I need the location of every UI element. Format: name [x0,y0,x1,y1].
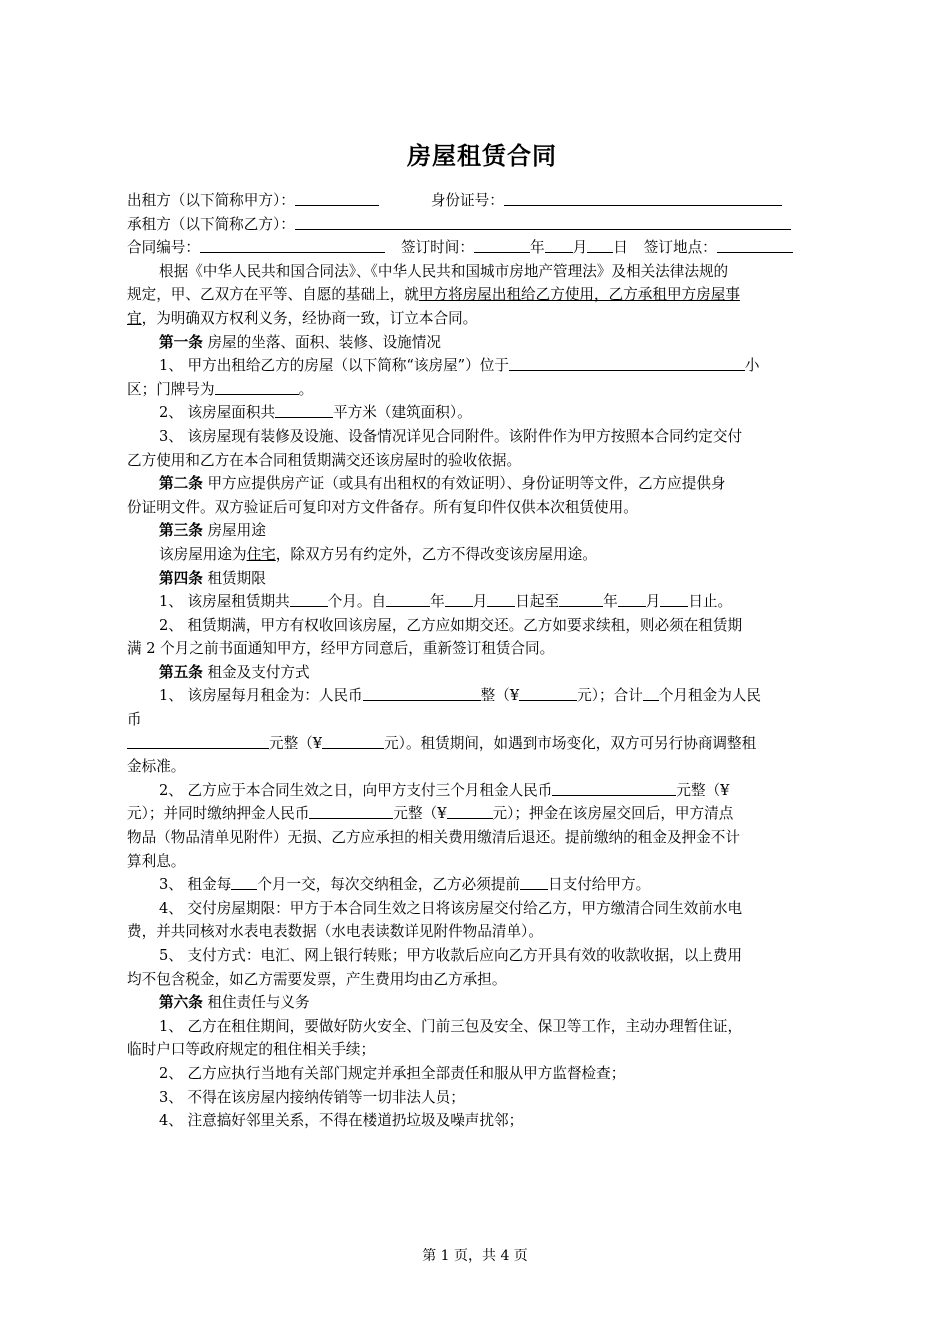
item-text: 日支付给甲方。 [548,876,651,894]
article-3-line-1 [127,543,837,567]
monthly-rent-words-blank[interactable] [363,685,481,701]
start-year-blank[interactable] [386,591,430,607]
preamble-line-1: 根据《中华人民共和国合同法》、《中华人民共和国城市房地产管理法》及相关法律法规的 [159,262,729,280]
contract-meta-line [127,236,837,260]
article-number: 第一条 [159,333,203,351]
article-2-line-1 [127,472,837,496]
article-number: 第六条 [159,994,203,1012]
article-6-heading [127,991,837,1015]
item-text: 元）；押金在该房屋交回后，甲方清点 [492,805,734,823]
end-day-blank[interactable] [660,591,688,607]
item-text: 小 [744,357,760,375]
item-text: 1、 该房屋租赁期共 [159,593,290,611]
item-text: 2、 乙方应于本合同生效之日，向甲方支付三个月租金人民币 [159,781,553,799]
article-title: 租赁期限 [207,569,266,587]
id-label: 身份证号： [430,192,504,209]
article-5-item-2 [127,779,837,803]
location-blank[interactable] [509,355,745,371]
sign-time-label: 签订时间： [400,239,474,257]
article-4-heading [127,567,837,591]
item-text: 1、 该房屋每月租金为：人民币 [159,687,363,705]
area-blank[interactable] [275,402,333,418]
sign-place-blank[interactable] [717,237,793,253]
article-5-item-3 [127,873,837,897]
item-text: 元整（¥ [676,781,730,799]
article-6-item-1-cont: 临时户口等政府规定的租住相关手续； [127,1041,376,1059]
item-text: 平方米（建筑面积）。 [333,404,472,422]
article-5-heading [127,661,837,685]
item-text: 元）；合计 [577,687,643,705]
item-text: 个月租金为人民 [658,687,761,705]
advance-rent-blank[interactable] [552,780,676,796]
article-5-item-1 [127,684,837,708]
item-text: 个月。自 [327,593,387,611]
item-text: 元）。租赁期间，如遇到市场变化，双方可另行协商调整租 [384,734,757,752]
advance-days-blank[interactable] [520,874,548,890]
article-number: 第四条 [159,569,203,587]
article-4-item-2-cont: 满 2 个月之前书面通知甲方，经甲方同意后，重新签订租赁合同。 [127,640,555,658]
door-number-blank[interactable] [215,379,299,395]
article-6-item-4: 4、 注意搞好邻里关系，不得在楼道扔垃圾及噪声扰邻； [159,1112,524,1130]
article-5-item-4-cont: 费，并共同核对水表电表数据（水电表读数详见附件物品清单）。 [127,923,543,941]
item-text: 区；门牌号为 [127,380,215,398]
item-text: 2、 该房屋面积共 [159,404,276,422]
item-text: 月 [472,593,488,611]
preamble-underlined-end: 宜 [127,309,142,327]
deposit-number-blank[interactable] [447,803,493,819]
start-month-blank[interactable] [445,591,473,607]
article-5-item-2-cont-2: 物品（物品清单见附件）无损、乙方应承担的相关费用缴清后退还。提前缴纳的租金及押金不计 [127,829,740,847]
preamble-text: 规定，甲、乙双方在平等、自愿的基础上，就 [127,286,419,304]
lessor-line [127,189,837,213]
lessee-name-blank[interactable] [295,214,791,230]
article-6-item-1: 1、 乙方在租住期间，要做好防火安全、门前三包及安全、保卫等工作，主动办理暂住证， [159,1017,743,1035]
item-text: 月 [645,593,661,611]
article-number: 第二条 [159,475,203,493]
article-text: 甲方应提供房产证（或具有出租权的有效证明）、身份证明等文件，乙方应提供身 [207,475,726,493]
contract-no-blank[interactable] [200,237,385,253]
item-text: 日起至 [515,593,560,611]
article-1-item-1-cont [127,378,837,402]
article-4-item-1 [127,590,837,614]
item-text: 元整（¥ [269,734,323,752]
article-5-item-5: 5、 支付方式：电汇、网上银行转账；甲方收款后应向乙方开具有效的收款收据，以上费用 [159,947,743,964]
contract-no-label: 合同编号： [127,239,200,257]
preamble-line-3 [127,307,837,331]
article-1-heading [127,331,837,355]
article-text: ，除双方另有约定外，乙方不得改变该房屋用途。 [275,545,597,563]
preamble-text-end: ，为明确双方权利义务，经协商一致，订立本合同。 [141,309,478,327]
item-text: 1、 甲方出租给乙方的房屋（以下简称“该房屋”）位于 [159,357,509,375]
year-label: 年 [529,239,545,257]
article-1-item-2 [127,401,837,425]
article-5-item-4: 4、 交付房屋期限：甲方于本合同生效之日将该房屋交付给乙方，甲方缴清合同生效前水电 [159,899,743,917]
deposit-words-blank[interactable] [309,803,393,819]
article-5-item-2-cont-3: 算利息。 [127,852,186,870]
article-title: 房屋的坐落、面积、装修、设施情况 [207,333,441,351]
article-title: 租住责任与义务 [207,994,310,1012]
day-label: 日 [613,239,628,257]
article-number: 第五条 [159,663,203,681]
article-5-item-5-cont: 均不包含税金，如乙方需要发票，产生费用均由乙方承担。 [127,970,507,988]
page-number-footer: 第 1 页，共 4 页 [422,1248,528,1264]
pay-interval-blank[interactable] [231,874,257,890]
item-text: 年 [430,593,445,611]
article-1-item-3-cont: 乙方使用和乙方在本合同租赁期满交还该房屋时的验收依据。 [127,451,522,469]
usage-underlined: 住宅 [246,545,276,563]
sign-month-blank[interactable] [545,237,573,253]
article-1-item-3: 3、 该房屋现有装修及设施、设备情况详见合同附件。该附件作为甲方按照本合同约定交付 [159,427,743,445]
lessee-label: 承租方（以下简称乙方）： [127,215,295,233]
item-text: 。 [298,380,314,398]
article-number: 第三条 [159,522,203,540]
article-5-item-1-cont-2 [127,732,837,756]
item-text: 日止。 [688,593,733,611]
end-year-blank[interactable] [559,591,603,607]
document-title: 房屋租赁合同 [407,141,557,170]
monthly-rent-number-blank[interactable] [519,685,577,701]
item-text: 元）；并同时缴纳押金人民币 [127,805,310,823]
item-text: 3、 租金每 [159,876,232,894]
sign-year-blank[interactable] [474,237,530,253]
total-rent-number-blank[interactable] [322,733,384,749]
month-label: 月 [572,239,588,257]
sign-day-blank[interactable] [587,237,613,253]
lessor-name-blank[interactable] [295,190,379,206]
preamble-line-2 [127,283,837,307]
article-5-item-2-cont-1 [127,802,837,826]
item-text: 年 [603,593,618,611]
article-6-item-2: 2、 乙方应执行当地有关部门规定并承担全部责任和服从甲方监督检查； [159,1064,626,1082]
item-text: 整（¥ [480,687,520,705]
article-title: 房屋用途 [207,522,266,540]
term-months-blank[interactable] [290,591,328,607]
article-2-line-2: 份证明文件。双方验证后可复印对方文件备存。所有复印件仅供本次租赁使用。 [127,498,638,516]
id-number-blank[interactable] [504,190,782,206]
article-6-item-3: 3、 不得在该房屋内接纳传销等一切非法人员； [159,1088,465,1106]
total-months-blank[interactable] [643,685,659,701]
article-5-item-1-cont-3: 金标准。 [127,758,186,776]
start-day-blank[interactable] [487,591,515,607]
sign-place-label: 签订地点： [643,239,717,257]
total-rent-words-blank[interactable] [127,733,269,749]
article-1-item-1 [127,354,837,378]
preamble-underlined: 甲方将房屋出租给乙方使用，乙方承租甲方房屋事 [418,286,740,304]
contract-body [127,189,837,1133]
article-4-item-2: 2、 租赁期满，甲方有权收回该房屋，乙方应如期交还。乙方如要求续租，则必须在租赁期 [159,616,743,634]
article-title: 租金及支付方式 [207,663,310,681]
end-month-blank[interactable] [618,591,646,607]
article-3-heading [127,519,837,543]
item-text: 个月一交，每次交纳租金，乙方必须提前 [257,876,521,894]
item-text: 元整（¥ [393,805,447,823]
lessee-line [127,213,837,237]
article-text: 该房屋用途为 [159,545,247,563]
article-5-item-1-cont-1: 币 [127,711,142,729]
lessor-label: 出租方（以下简称甲方）： [127,192,295,209]
